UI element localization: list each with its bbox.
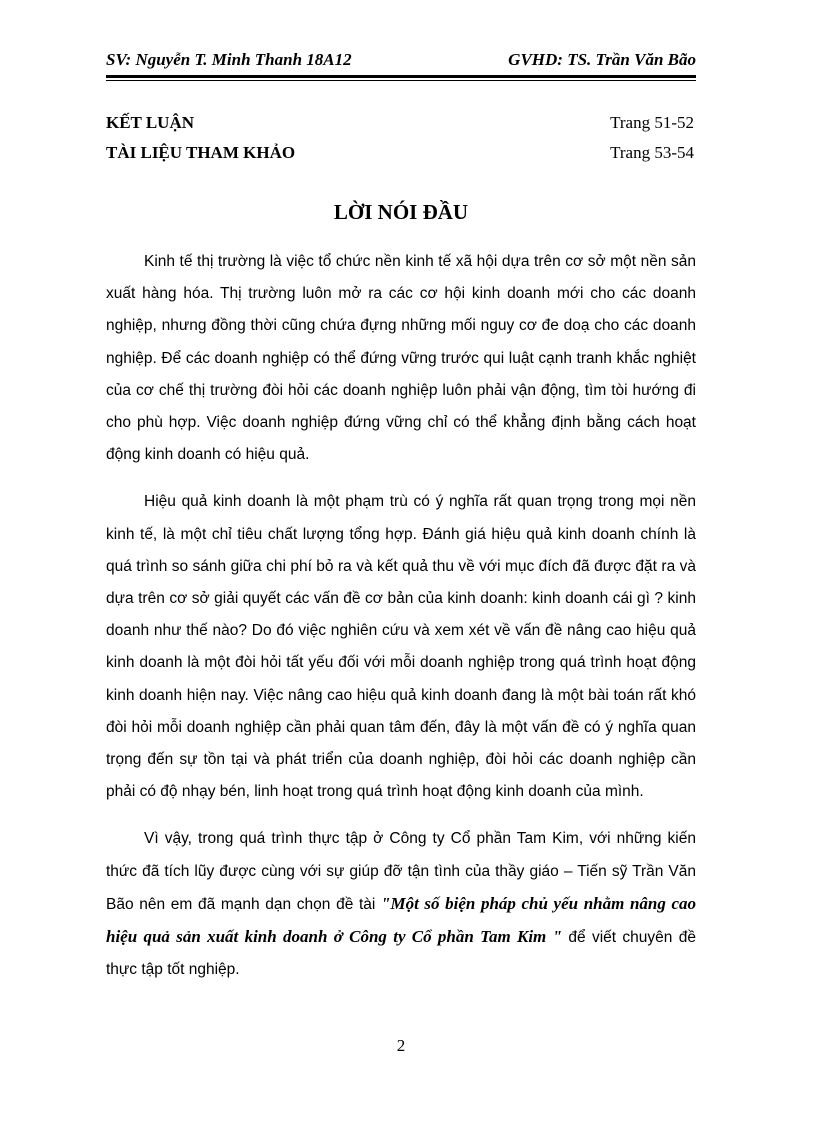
toc-pages: Trang 53-54 xyxy=(610,143,694,162)
toc-pages: Trang 51-52 xyxy=(610,113,694,132)
section-title: LỜI NÓI ĐẦU xyxy=(333,200,469,224)
page-header xyxy=(106,50,696,74)
paragraph: Hiệu quả kinh doanh là một phạm trù có ý nghĩa rất quan trọng trong mọi nền kinh tế, là một chỉ tiêu chất lượng tổng hợp. Đánh giá hiệu quả kinh doanh chính là quá trình so sánh giữa chi phí bỏ ra và kết quả thu về với mục đích đã được đặt ra và dựa trên cơ sở giải quyết các vấn đề cơ bản của kinh doanh: kinh doanh cái gì ? kinh doanh như thế nào? Do đó việc nghiên cứu và xem xét về vấn đề nâng cao hiệu quả kinh doanh là một đòi hỏi tất yếu đối với mỗi doanh nghiệp trong quá trình hoạt động kinh doanh hiện nay. Việc nâng cao hiệu quả kinh doanh đang là một bài toán rất khó đòi hỏi mỗi doanh nghiệp cần phải quan tâm đến, đây là một vấn đề có ý nghĩa quan trọng đến sự tồn tại và phát triển của doanh nghiệp, đòi hỏi các doanh nghiệp cần phải có độ nhạy bén, linh hoạt trong quá trình hoạt động kinh doanh của mình. xyxy=(106,493,696,801)
toc-label: TÀI LIỆU THAM KHẢO xyxy=(106,143,296,162)
thesis-topic: "Một số biện pháp chủ yếu nhằm nâng cao hiệu quả sản xuất kinh doanh ở Công ty Cổ phần Tam Kim " xyxy=(106,893,696,947)
paragraph-text: Vì vậy, trong quá trình thực tập ở Công ty Cổ phần Tam Kim, với những kiến thức đã tích lũy được cùng với sự giúp đỡ tận tình của thầy giáo – Tiến sỹ Trần Văn Bão nên em đã mạnh dạn chọn đề tài xyxy=(106,830,696,913)
toc-label: KẾT LUẬN xyxy=(106,113,195,132)
paragraph: Kinh tế thị trường là việc tổ chức nền kinh tế xã hội dựa trên cơ sở một nền sản xuất hàng hóa. Thị trường luôn mở ra các cơ hội kinh doanh mới cho các doanh nghiệp, nhưng đồng thời cũng chứa đựng những mối nguy cơ đe doạ cho các doanh nghiệp. Để các doanh nghiệp có thể đứng vững trước qui luật cạnh tranh khắc nghiệt của cơ chế thị trường đòi hỏi các doanh nghiệp luôn phải vận động, tìm tòi hướng đi cho phù hợp. Việc doanh nghiệp đứng vững chỉ có thể khẳng định bằng cách hoạt động kinh doanh có hiệu quả. xyxy=(106,253,696,464)
header-rule-thick xyxy=(106,75,696,78)
header-student: SV: Nguyễn T. Minh Thanh 18A12 xyxy=(106,50,352,69)
header-advisor: GVHD: TS. Trần Văn Bão xyxy=(508,50,696,69)
header-rule-thin xyxy=(106,80,696,81)
paragraph xyxy=(106,823,696,986)
page-number: 2 xyxy=(396,1036,406,1055)
paragraph-text: để viết chuyên đề thực tập tốt nghiệp. xyxy=(106,929,697,979)
body-text xyxy=(106,246,696,986)
